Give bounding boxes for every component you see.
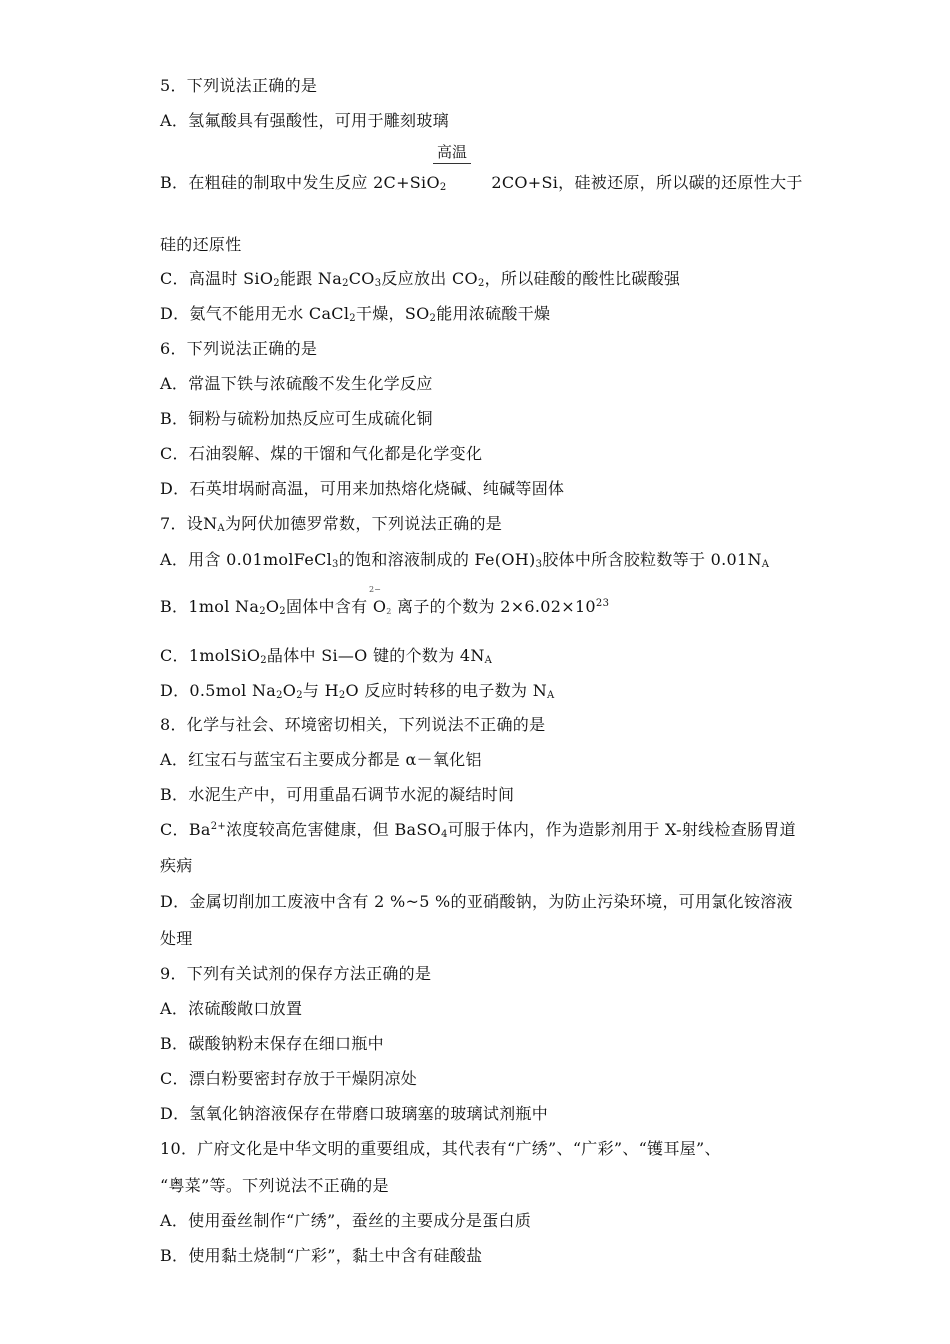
q8-option-c [160, 820, 796, 840]
q9-option-b: B．碳酸钠粉末保存在细口瓶中 [160, 1034, 384, 1053]
q7-b-ion-sub: 2 [386, 607, 392, 616]
q7-option-d [160, 681, 555, 701]
q9-option-d: D．氢氧化钠溶液保存在带磨口玻璃塞的玻璃试剂瓶中 [160, 1104, 549, 1123]
q7-d-sub: 2 [276, 690, 283, 701]
q7-b-text-4: 离子的个数为 2×6.02×10 [397, 597, 596, 616]
q7-b-sub: 2 [259, 606, 266, 617]
q5-c-co3: CO [348, 269, 375, 288]
q7-c-text-2: 晶体中 Si—O 键的个数为 4N [266, 646, 485, 665]
q7-d-text-4: O 反应时转移的电子数为 N [345, 681, 548, 700]
q6-option-c: C．石油裂解、煤的干馏和气化都是化学变化 [160, 444, 483, 463]
q7-a-sub3: A [761, 559, 770, 570]
q5-c-text-1: C．高温时 [160, 269, 238, 288]
q7-d-text-2: O [282, 681, 297, 700]
q5-option-b [160, 173, 803, 193]
q7-d-sub2: 2 [296, 690, 303, 701]
q5-d-so2: SO [404, 304, 430, 323]
q5-b-sub: 2 [439, 182, 447, 193]
q6-option-b: B．铜粉与硫粉加热反应可生成硫化铜 [160, 409, 433, 428]
q7-stem [160, 514, 502, 534]
q8-option-d: D．金属切削加工废液中含有 2 %~5 %的亚硝酸钠，为防止污染环境，可用氯化铵溶液 [160, 892, 793, 911]
q5-c-sio2: SiO [243, 269, 274, 288]
q5-d-sub: 2 [349, 313, 356, 324]
q5-reaction-condition: 高温 [437, 143, 468, 161]
q6-option-d: D．石英坩埚耐高温，可用来加热熔化烧碱、纯碱等固体 [160, 479, 565, 498]
q10-option-a: A．使用蚕丝制作“广绣”，蚕丝的主要成分是蛋白质 [160, 1211, 532, 1230]
q9-stem: 9．下列有关试剂的保存方法正确的是 [160, 964, 432, 983]
q7-a-feoh3: Fe(OH) [474, 550, 536, 569]
q8-option-d-cont: 处理 [160, 929, 193, 948]
q5-c-na2co3: Na [317, 269, 343, 288]
q10-option-b: B．使用黏土烧制“广彩”，黏土中含有硅酸盐 [160, 1246, 483, 1265]
q7-option-a [160, 550, 769, 570]
q6-stem: 6．下列说法正确的是 [160, 339, 318, 358]
q8-c-text-1: C．Ba [160, 820, 211, 839]
q9-option-a: A．浓硫酸敞口放置 [160, 999, 303, 1018]
q7-stem-text-2: 为阿伏加德罗常数，下列说法正确的是 [224, 514, 503, 533]
q8-c-sup: 2+ [210, 821, 227, 832]
q8-c-sub: 4 [441, 829, 448, 840]
q7-a-text-1: A．用含 0.01molFeCl [160, 550, 333, 569]
q5-b-products: 2CO+Si，硅被还原，所以碳的还原性大于 [491, 173, 803, 192]
q7-b-text-1: B．1mol Na [160, 597, 260, 616]
q7-option-b [160, 597, 609, 617]
q5-c-sub4: 2 [477, 278, 485, 289]
q7-d-sub4: A [547, 690, 555, 701]
q7-stem-text-1: 7．设 [160, 514, 204, 533]
q7-b-text-2: O [265, 597, 280, 616]
q7-option-c [160, 646, 492, 666]
q7-stem-n: N [203, 514, 218, 533]
q8-option-c-cont: 疾病 [160, 856, 193, 875]
q9-option-c: C．漂白粉要密封存放于干燥阴凉处 [160, 1069, 418, 1088]
q7-c-sub: 2 [260, 655, 267, 666]
q5-d-text-1: D．氨气不能用无水 [160, 304, 304, 323]
q5-c-sub3: 3 [374, 278, 382, 289]
q8-c-text-3: 可服于体内，作为造影剂用于 X-射线检查肠胃道 [447, 820, 796, 839]
q5-c-sub2: 2 [342, 278, 349, 289]
q5-b-reactants: 2C+SiO [373, 173, 440, 192]
q7-a-text-3: 胶体中所含胶粒数等于 0.01N [542, 550, 762, 569]
q7-a-sub: 3 [332, 559, 339, 570]
q7-c-sub2: A [484, 655, 493, 666]
q5-option-a: A．氢氟酸具有强酸性，可用于雕刻玻璃 [160, 111, 449, 130]
q5-option-d [160, 304, 550, 324]
q7-b-ion-charge: 2− [369, 585, 381, 594]
q6-option-a: A．常温下铁与浓硫酸不发生化学反应 [160, 374, 433, 393]
q5-stem: 5．下列说法正确的是 [160, 76, 318, 95]
q5-c-text-4: ，所以硅酸的酸性比碳酸强 [484, 269, 681, 288]
q7-d-text-1: D．0.5mol Na [160, 681, 277, 700]
q5-d-cacl2: CaCl [308, 304, 350, 323]
q7-d-text-3: 与 H [302, 681, 339, 700]
q8-option-b: B．水泥生产中，可用重晶石调节水泥的凝结时间 [160, 785, 515, 804]
q7-stem-sub: A [217, 523, 225, 534]
q5-c-text-3: 反应放出 [381, 269, 447, 288]
q10-stem: 10．广府文化是中华文明的重要组成，其代表有“广绣”、“广彩”、“镬耳屋”、 [160, 1139, 721, 1158]
q5-c-sub: 2 [273, 278, 280, 289]
q7-c-text-1: C．1molSiO [160, 646, 261, 665]
q5-reaction-arrow [433, 163, 471, 164]
q5-c-co2: CO [451, 269, 478, 288]
q5-d-text-3: 能用浓硫酸干燥 [436, 304, 551, 323]
q7-b-exp: 23 [595, 598, 610, 609]
q5-d-sub2: 2 [429, 313, 437, 324]
q7-b-text-3: 固体中含有 O [285, 597, 387, 616]
q8-c-text-2: 浓度较高危害健康，但 BaSO [226, 820, 442, 839]
q5-b-prefix: B．在粗硅的制取中发生反应 [160, 173, 368, 192]
q7-d-sub3: 2 [338, 690, 346, 701]
q7-a-text-2: 的饱和溶液制成的 [338, 550, 470, 569]
q8-option-a: A．红宝石与蓝宝石主要成分都是 α－氧化铝 [160, 750, 482, 769]
q5-option-b-cont: 硅的还原性 [160, 235, 242, 254]
q5-d-text-2: 干燥， [355, 304, 405, 323]
q7-a-sub2: 3 [535, 559, 543, 570]
q7-b-sub2: 2 [279, 606, 286, 617]
q8-stem: 8．化学与社会、环境密切相关，下列说法不正确的是 [160, 715, 546, 734]
q5-c-text-2: 能跟 [279, 269, 313, 288]
q5-option-c [160, 269, 680, 289]
q10-stem-cont: “粤菜”等。下列说法不正确的是 [160, 1176, 389, 1195]
